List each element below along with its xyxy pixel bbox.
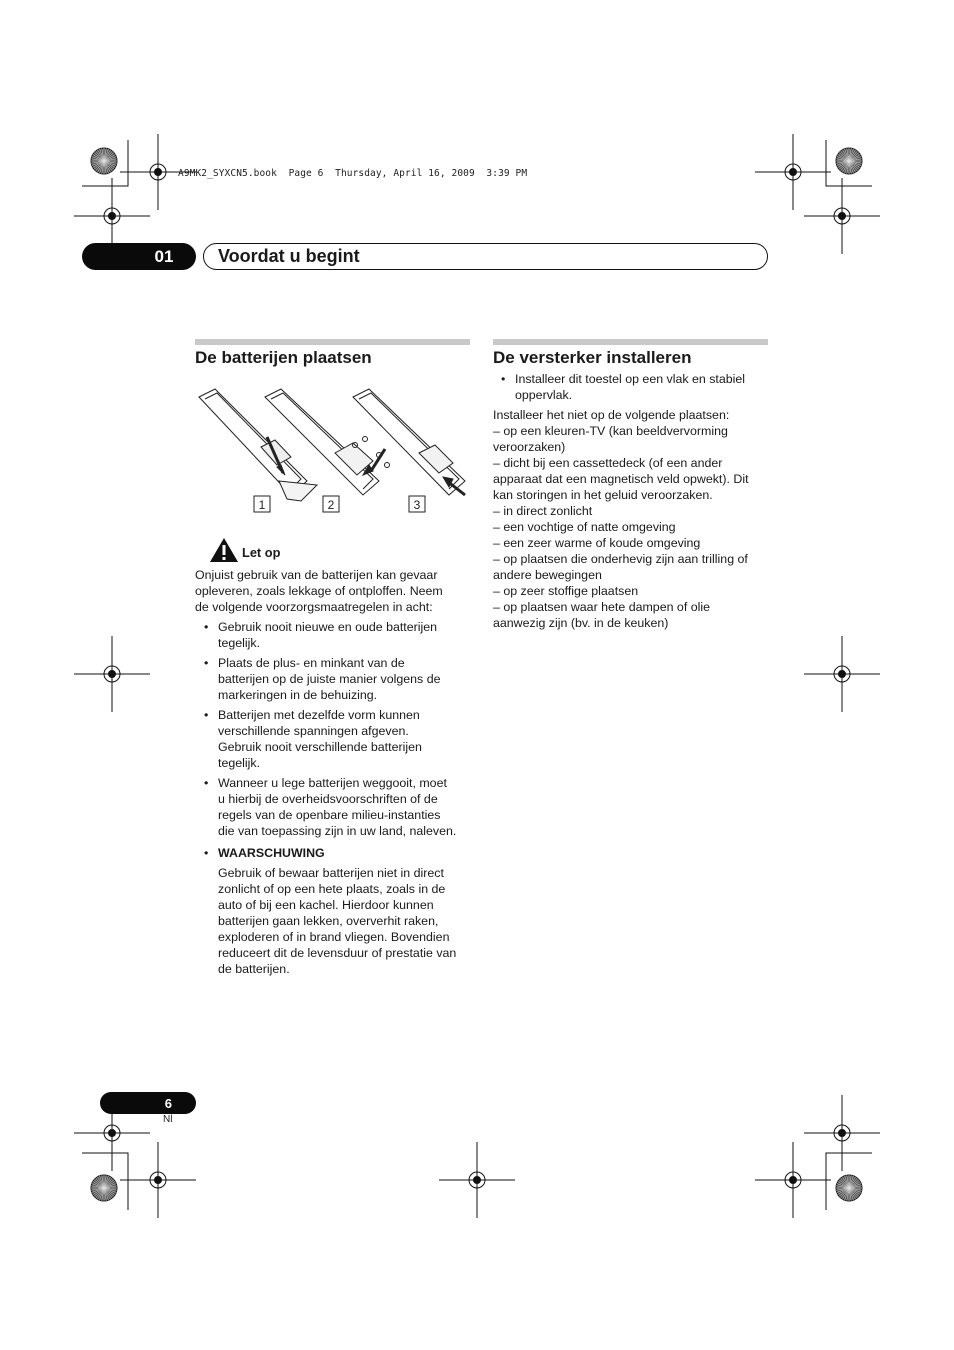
rosette-mark	[836, 1175, 862, 1201]
caution-intro	[195, 567, 470, 615]
text-line: die van toepassing zijn in uw land, naleven.	[218, 824, 457, 838]
heading-installation: De versterker installeren	[493, 348, 692, 367]
crosshair-mark	[755, 134, 831, 210]
text-line: de volgende voorzorgsmaatregelen in acht:	[195, 600, 433, 614]
text-line: apparaat dat een magnetisch veld opwekt). Dit	[493, 472, 749, 486]
text-line: • Batterijen met dezelfde vorm kunnen	[218, 708, 420, 722]
text-line: – in direct zonlicht	[493, 504, 593, 518]
text-line: exploderen of in brand vliegen. Bovendien	[218, 930, 450, 944]
text-line: Gebruik nooit verschillende batterijen	[218, 740, 422, 754]
text-line: • Gebruik nooit nieuwe en oude batterijen	[218, 620, 438, 634]
text-line: Onjuist gebruik van de batterijen kan gevaar	[195, 568, 438, 582]
caution-label: Let op	[242, 545, 281, 560]
step-3-label: 3	[413, 498, 421, 512]
text-line: de batterijen.	[218, 962, 290, 976]
text-line: tegelijk.	[218, 756, 261, 770]
text-line: aanwezig zijn (bv. in de keuken)	[493, 616, 669, 630]
list-item	[196, 775, 476, 839]
text-line: – een zeer warme of koude omgeving	[493, 536, 701, 550]
page-number-badge: 6	[100, 1092, 196, 1114]
text-line: – een vochtige of natte omgeving	[493, 520, 676, 534]
text-line: – dicht bij een cassettedeck (of een ander	[493, 456, 723, 470]
crosshair-mark	[120, 1142, 196, 1218]
list-item-warning	[196, 845, 476, 977]
text-line: markeringen in de behuizing.	[218, 688, 378, 702]
text-line: Gebruik of bewaar batterijen niet in direct	[218, 866, 444, 880]
text-line: auto of bij een kachel. Hierdoor kunnen	[218, 898, 434, 912]
step-2-label: 2	[327, 498, 335, 512]
rosette-mark	[836, 148, 862, 174]
text-line: regels van de openbare milieu-instanties	[218, 808, 441, 822]
chapter-title-text: Voordat u begint	[218, 246, 360, 266]
text-line: opleveren, zoals lekkage of ontploffen. Neem	[195, 584, 443, 598]
chapter-number-badge: 01	[82, 243, 196, 270]
text-line: reduceert dit de levensduur of prestatie van	[218, 946, 457, 960]
text-line: veroorzaken)	[493, 440, 566, 454]
text-line: batterijen op de juiste manier volgens de	[218, 672, 441, 686]
crosshair-mark	[804, 1095, 880, 1171]
text-line: andere bewegingen	[493, 568, 602, 582]
remote-battery-illustration	[195, 385, 470, 515]
crosshair-mark	[439, 1142, 515, 1218]
step-1-label: 1	[258, 498, 266, 512]
chapter-title	[203, 243, 768, 270]
crosshair-mark	[804, 178, 880, 254]
text-line: batterijen gaan lekken, oververhit raken,	[218, 914, 439, 928]
text-line: oppervlak.	[515, 388, 573, 402]
text-line: verschillende spanningen afgeven.	[218, 724, 409, 738]
warning-label: • WAARSCHUWING	[218, 846, 325, 860]
language-code: Nl	[163, 1114, 173, 1125]
text-line: • Installeer dit toestel op een vlak en stabiel	[515, 372, 746, 386]
text-line: Installeer het niet op de volgende plaatsen:	[493, 408, 730, 422]
section-bar-left	[195, 339, 470, 345]
rosette-mark	[91, 148, 117, 174]
installation-bullet	[493, 371, 773, 407]
crosshair-mark	[74, 636, 150, 712]
caution-list	[196, 619, 476, 981]
heading-batteries: De batterijen plaatsen	[195, 348, 372, 367]
text-line: – op een kleuren-TV (kan beeldvervorming	[493, 424, 728, 438]
text-line: – op plaatsen die onderhevig zijn aan trilling of	[493, 552, 748, 566]
installation-locations	[493, 407, 773, 631]
text-line: zonlicht of op een hete plaats, zoals in de	[218, 882, 446, 896]
list-item	[493, 371, 773, 403]
text-line: u hierbij de overheidsvoorschriften of de	[218, 792, 438, 806]
list-item	[196, 655, 476, 703]
rosette-mark	[91, 1175, 117, 1201]
text-line: – op zeer stoffige plaatsen	[493, 584, 639, 598]
crosshair-mark	[804, 636, 880, 712]
text-line: • Plaats de plus- en minkant van de	[218, 656, 405, 670]
section-bar-right	[493, 339, 768, 345]
text-line: kan storingen in het geluid veroorzaken.	[493, 488, 713, 502]
crosshair-mark	[755, 1142, 831, 1218]
warning-triangle-icon	[209, 537, 239, 563]
text-line: tegelijk.	[218, 636, 261, 650]
text-line: • Wanneer u lege batterijen weggooit, moet	[218, 776, 447, 790]
list-item	[196, 619, 476, 651]
print-info-line: A9MK2_SYXCN5.book Page 6 Thursday, April 16, 2009 3:39 PM	[178, 168, 528, 179]
text-line: – op plaatsen waar hete dampen of olie	[493, 600, 710, 614]
list-item	[196, 707, 476, 771]
